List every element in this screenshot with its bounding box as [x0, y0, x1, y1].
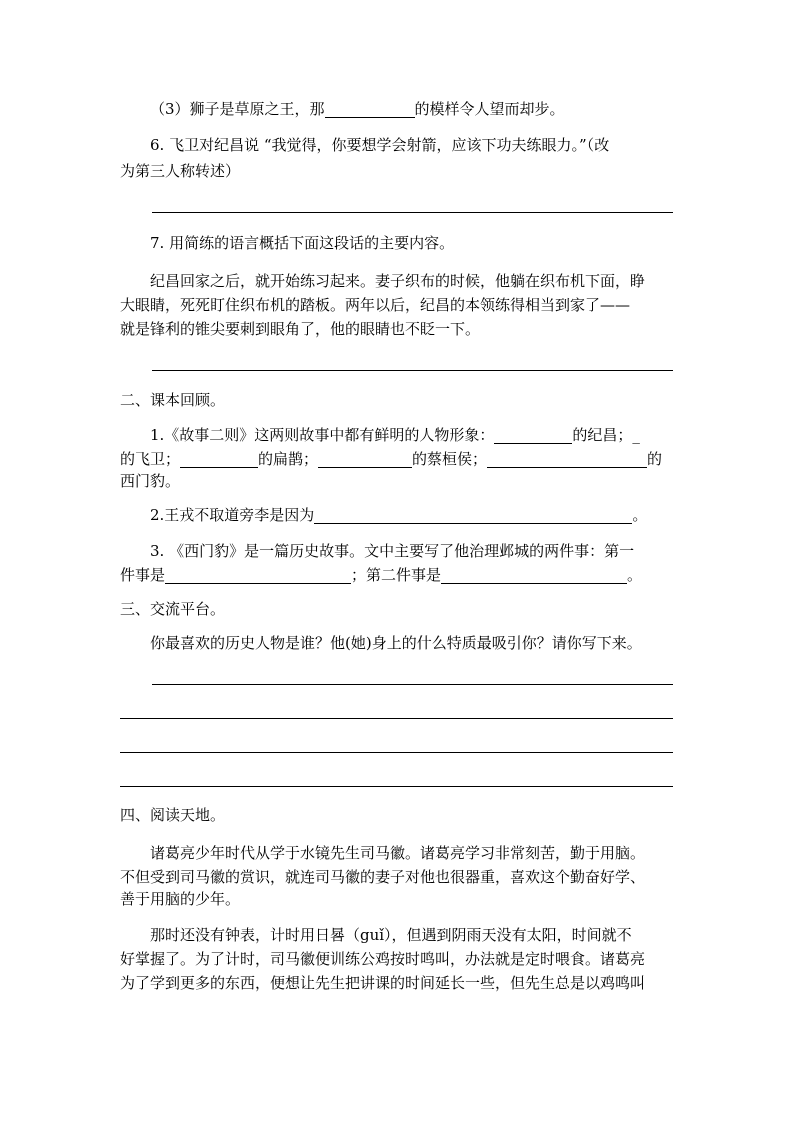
s2-q1-text-a: 1.《故事二则》这两则故事中都有鲜明的人物形象：	[150, 426, 495, 444]
answer-line-s3-4[interactable]	[120, 786, 673, 787]
s2-q3-line1: 3. 《西门豹》是一篇历史故事。文中主要写了他治理邺城的两件事：第一	[150, 542, 635, 560]
s2-q1-blank-1[interactable]	[494, 425, 572, 444]
q3-blank[interactable]	[325, 99, 415, 118]
q7-paragraph-line1: 纪昌回家之后，就开始练习起来。妻子织布的时候，他躺在织布机下面，睁	[150, 272, 646, 290]
s4-p1-line3: 善于用脑的少年。	[120, 890, 241, 908]
s4-p1-line1: 诸葛亮少年时代从学于水镜先生司马徽。诸葛亮学习非常刻苦，勤于用脑。	[150, 844, 646, 862]
q7-paragraph-line2: 大眼睛，死死盯住织布机的踏板。两年以后，纪昌的本领练得相当到家了——	[120, 296, 631, 314]
question-6-line2: 为第三人称转述）	[120, 162, 241, 180]
s2-q1-blank-3[interactable]	[318, 449, 412, 468]
section-2-heading: 二、课本回顾。	[120, 391, 226, 409]
q3-text-before: （3）狮子是草原之王，那	[150, 100, 325, 118]
s2-q1-line1	[120, 422, 676, 449]
s2-q1-blank-4[interactable]	[487, 449, 647, 468]
s2-q3-text-d: 。	[627, 566, 643, 584]
answer-line-q6[interactable]	[152, 212, 673, 213]
question-3-line	[120, 96, 676, 123]
section-3-prompt: 你最喜欢的历史人物是谁？他(她)身上的什么特质最吸引你？请你写下来。	[150, 634, 642, 652]
s2-q3-blank-2[interactable]	[441, 565, 627, 584]
s2-q3-blank-1[interactable]	[165, 565, 351, 584]
question-6-line1: 6. 飞卫对纪昌说 “我觉得，你要想学会射箭，应该下功夫练眼力。”（改	[150, 136, 610, 154]
s2-q1-text-e: 的蔡桓侯；	[412, 450, 488, 468]
s4-p2-line3: 为了学到更多的东西，便想让先生把讲课的时间延长一些，但先生总是以鸡鸣叫	[120, 974, 646, 992]
s2-q1-text-f: 的	[647, 450, 663, 468]
question-7-prompt: 7. 用简练的语言概括下面这段话的主要内容。	[150, 234, 455, 252]
s2-q1-line3: 西门豹。	[120, 472, 181, 490]
s2-q2-text-a: 2.王戎不取道旁李是因为	[150, 506, 315, 524]
q3-text-after: 的模样令人望而却步。	[414, 100, 565, 118]
s2-q3-text-b: 件事是	[120, 566, 166, 584]
answer-line-s3-3[interactable]	[120, 752, 673, 753]
s2-q2-text-b: 。	[632, 506, 648, 524]
s2-q2-line	[120, 502, 676, 529]
s2-q3-text-c: ；第二件事是	[351, 566, 442, 584]
s4-p1-line2: 不但受到司马徽的赏识，就连司马徽的妻子对他也很器重，喜欢这个勤奋好学、	[120, 868, 646, 886]
section-3-heading: 三、交流平台。	[120, 600, 226, 618]
s2-q2-blank[interactable]	[314, 505, 632, 524]
s2-q1-text-d: 的扁鹊；	[258, 450, 319, 468]
answer-line-q7[interactable]	[152, 370, 673, 371]
s2-q3-line2	[120, 562, 676, 589]
answer-line-s3-1[interactable]	[152, 684, 673, 685]
s4-p2-line2: 好掌握了。为了计时，司马徽便训练公鸡按时鸣叫，办法就是定时喂食。诸葛亮	[120, 950, 646, 968]
s2-q1-text-c: 的飞卫；	[120, 450, 181, 468]
section-4-heading: 四、阅读天地。	[120, 806, 226, 824]
s4-p2-line1: 那时还没有钟表，计时用日晷（guǐ），但遇到阴雨天没有太阳，时间就不	[150, 926, 632, 944]
q7-paragraph-line3: 就是锋利的锥尖要刺到眼角了，他的眼睛也不眨一下。	[120, 320, 481, 338]
s2-q1-blank-2[interactable]	[180, 449, 258, 468]
answer-line-s3-2[interactable]	[120, 718, 673, 719]
s2-q1-text-b: 的纪昌；_	[572, 426, 640, 444]
